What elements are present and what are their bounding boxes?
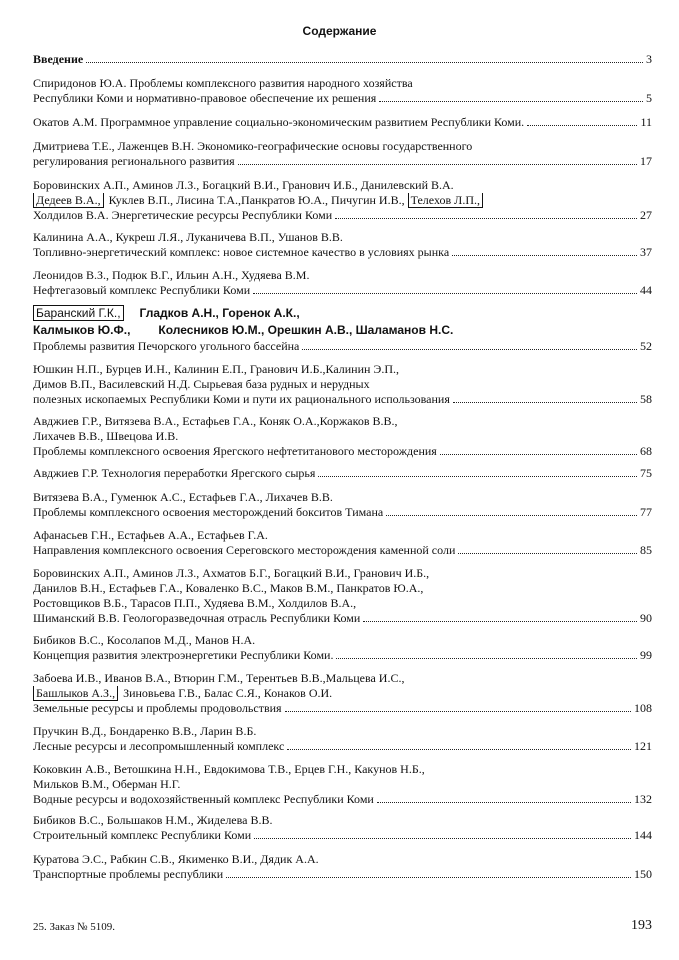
toc-entry-line: Дмитриева Т.Е., Лаженцев В.Н. Экономико-географические основы государственного (33, 139, 473, 153)
toc-entry (33, 115, 652, 130)
page-ref: 68 (640, 444, 652, 458)
toc-entry-title: Окатов А.М. Программное управление социально-экономическим развитием Республики Коми. (33, 115, 525, 129)
boxed-author: Телехов Л.П., (408, 193, 483, 208)
author-list: Зиновьева Г.В., Балас С.Я., Конаков О.И. (123, 686, 333, 700)
leader-dots (86, 52, 643, 63)
page-title: Содержание (302, 24, 377, 38)
toc-entry-title-line (33, 91, 652, 106)
toc-entry-title-line (33, 792, 652, 807)
leader-dots (335, 208, 637, 219)
toc-entry-title: Транспортные проблемы республики (33, 867, 224, 881)
leader-dots (527, 115, 637, 126)
page-ref: 85 (640, 543, 652, 557)
toc-entry (33, 671, 652, 716)
author-list: Колесников Ю.М., Орешкин А.В., Шаламанов Н.С. (158, 323, 454, 337)
leader-dots (318, 466, 637, 477)
toc-entry-line: Калинина А.А., Кукреш Л.Я., Луканичева В.П., Ушанов В.В. (33, 230, 343, 244)
toc-entry-title: Проблемы комплексного освоения месторождений бокситов Тимана (33, 505, 384, 519)
page-ref: 37 (640, 245, 652, 259)
toc-entry-title: Водные ресурсы и водохозяйственный комплекс Республики Коми (33, 792, 374, 806)
toc-entry-line: Боровинских А.П., Аминов Л.З., Ахматов Б.Г., Богацкий В.И., Гранович И.Б., (33, 566, 430, 580)
toc-entry-title: полезных ископаемых Республики Коми и пути их рационального использования (33, 392, 450, 406)
page-ref: 17 (640, 154, 652, 168)
toc-entry-title-line (33, 867, 652, 882)
toc-entry-title: Проблемы комплексного освоения Ярегского нефтетитанового месторождения (33, 444, 437, 458)
toc-entry (33, 52, 652, 67)
boxed-author: Башлыков А.З., (33, 686, 118, 701)
toc-entry-line (33, 193, 652, 208)
toc-entry (33, 414, 652, 459)
toc-entry (33, 762, 652, 807)
toc-entry-line: Данилов В.Н., Естафьев Г.А., Коваленко В.С., Маков В.М., Панкратов Ю.А., (33, 581, 424, 595)
author-list: Куклев В.П., Лисина Т.А.,Панкратов Ю.А., Пичугин И.В., (108, 193, 405, 207)
page-ref: 58 (640, 392, 652, 406)
boxed-author: Баранский Г.К., (33, 305, 124, 321)
page-ref: 108 (634, 701, 652, 715)
toc-entry-title-line (33, 739, 652, 754)
page-ref: 11 (640, 115, 652, 129)
toc-entry (33, 268, 652, 298)
author-list: Гладков А.Н., Горенок А.К., (139, 306, 300, 320)
toc-entry-title: регулирования регионального развития (33, 154, 235, 168)
page-ref: 75 (640, 466, 652, 480)
toc-entry-title: Топливно-энергетический комплекс: новое системное качество в условиях рынка (33, 245, 450, 259)
leader-dots (453, 392, 637, 403)
toc-entry-line (33, 322, 652, 339)
toc-entry-line: Афанасьев Г.Н., Естафьев А.А., Естафьев Г.А. (33, 528, 268, 542)
leader-dots (226, 867, 631, 878)
toc-entry-title-line (33, 444, 652, 459)
toc-entry-line: Витязева В.А., Гуменюк А.С., Естафьев Г.А., Лихачев В.В. (33, 490, 333, 504)
leader-dots (379, 91, 643, 102)
toc-entry-title-line (33, 208, 652, 223)
toc-entry-title: Концепция развития электроэнергетики Республики Коми. (33, 648, 334, 662)
leader-dots (452, 245, 637, 256)
leader-dots (363, 611, 637, 622)
toc-entry-title-line (33, 283, 652, 298)
page-ref: 121 (634, 739, 652, 753)
leader-dots (254, 828, 631, 839)
toc-entry-line: Коковкин А.В., Ветошкина Н.Н., Евдокимова Т.В., Ерцев Г.Н., Какунов Н.Б., (33, 762, 425, 776)
toc-entry-title: Введение (33, 52, 84, 66)
page-ref: 77 (640, 505, 652, 519)
page-ref: 99 (640, 648, 652, 662)
toc-entry-line (33, 686, 652, 701)
page-ref: 44 (640, 283, 652, 297)
toc-entry (33, 305, 652, 354)
toc-entry (33, 490, 652, 520)
toc-entry-title: Строительный комплекс Республики Коми (33, 828, 252, 842)
toc-entry (33, 528, 652, 558)
toc-entry-line: Лихачев В.В., Швецова И.В. (33, 429, 179, 443)
toc-entry-title: Направления комплексного освоения Сереговского месторождения каменной соли (33, 543, 456, 557)
toc-entry-line: Авджиев Г.Р., Витязева В.А., Естафьев Г.А., Коняк О.А.,Коржаков В.В., (33, 414, 398, 428)
page-ref: 132 (634, 792, 652, 806)
toc-entry-title: Авджиев Г.Р. Технология переработки Ярегского сырья (33, 466, 316, 480)
leader-dots (440, 444, 637, 455)
toc-entry (33, 230, 652, 260)
toc-entry-line: Бибиков В.С., Большаков Н.М., Жиделева В.В. (33, 813, 273, 827)
toc-entry-title: Проблемы развития Печорского угольного бассейна (33, 339, 300, 353)
toc-entry-title: Республики Коми и нормативно-правовое обеспечение их решения (33, 91, 377, 105)
page-number: 193 (631, 918, 652, 933)
toc-entry-title: Лесные ресурсы и лесопромышленный комплекс (33, 739, 285, 753)
toc-entry (33, 852, 652, 882)
toc-entry-title: Земельные ресурсы и проблемы продовольствия (33, 701, 282, 715)
toc-entry (33, 362, 652, 407)
toc-entry (33, 633, 652, 663)
toc-entry-title-line (33, 115, 652, 130)
toc-entry-title-line (33, 52, 652, 67)
boxed-author: Дедеев В.А., (33, 193, 104, 208)
page-ref: 5 (646, 91, 652, 105)
toc-entry-line: Димов В.П., Василевский Н.Д. Сырьевая база рудных и нерудных (33, 377, 370, 391)
leader-dots (377, 792, 631, 803)
toc-entry (33, 178, 652, 223)
toc-entry-title-line (33, 828, 652, 843)
leader-dots (285, 701, 631, 712)
toc-entry-line: Куратова Э.С., Рабкин С.В., Якименко В.И., Дядик А.А. (33, 852, 319, 866)
toc-entry (33, 566, 652, 626)
toc-entry (33, 466, 652, 481)
page-ref: 90 (640, 611, 652, 625)
toc-entry-title: Нефтегазовый комплекс Республики Коми (33, 283, 251, 297)
toc-entry-title-line (33, 648, 652, 663)
toc-entry-title-line (33, 701, 652, 716)
toc-entry-title-line (33, 392, 652, 407)
toc-entry-line: Ростовщиков В.Б., Тарасов П.П., Худяева В.М., Холдилов В.А., (33, 596, 357, 610)
toc-entry-line (33, 305, 652, 322)
page-ref: 3 (646, 52, 652, 66)
toc-entry (33, 76, 652, 106)
page-ref: 27 (640, 208, 652, 222)
toc-entry-line: Забоева И.В., Иванов В.А., Втюрин Г.М., Терентьев В.В.,Мальцева И.С., (33, 671, 405, 685)
toc-entry-title-line (33, 339, 652, 354)
toc-entry-line: Юшкин Н.П., Бурцев И.Н., Калинин Е.П., Гранович И.Б.,Калинин Э.П., (33, 362, 400, 376)
toc-entry (33, 139, 652, 169)
toc-entry-title-line (33, 543, 652, 558)
leader-dots (287, 739, 631, 750)
toc-entry-title-line (33, 505, 652, 520)
toc-entry-title-line (33, 154, 652, 169)
toc-entry (33, 724, 652, 754)
print-order-note: 25. Заказ № 5109. (33, 921, 116, 933)
toc-entry-line: Боровинских А.П., Аминов Л.З., Богацкий В.И., Гранович И.Б., Данилевский В.А. (33, 178, 454, 192)
author-list: Калмыков Ю.Ф., (33, 323, 131, 337)
page-ref: 150 (634, 867, 652, 881)
toc-entry-line: Мильков В.М., Оберман Н.Г. (33, 777, 181, 791)
toc-entry-line: Бибиков В.С., Косолапов М.Д., Манов Н.А. (33, 633, 256, 647)
leader-dots (253, 283, 637, 294)
toc-entry-title-line (33, 245, 652, 260)
toc-entry-title-line (33, 466, 652, 481)
toc-entry-title: Шиманский В.В. Геологоразведочная отрасль Республики Коми (33, 611, 361, 625)
leader-dots (336, 648, 637, 659)
page-ref: 52 (640, 339, 652, 353)
toc-entry-title-line (33, 611, 652, 626)
leader-dots (302, 339, 637, 350)
leader-dots (238, 154, 637, 165)
page-ref: 144 (634, 828, 652, 842)
toc-entry-line: Пручкин В.Д., Бондаренко В.В., Ларин В.Б. (33, 724, 257, 738)
toc-entry-line: Леонидов В.З., Подюк В.Г., Ильин А.Н., Худяева В.М. (33, 268, 310, 282)
toc-entry (33, 813, 652, 843)
leader-dots (458, 543, 637, 554)
toc-entry-title: Холдилов В.А. Энергетические ресурсы Республики Коми (33, 208, 333, 222)
toc-entry-line: Спиридонов Ю.А. Проблемы комплексного развития народного хозяйства (33, 76, 413, 90)
leader-dots (386, 505, 637, 516)
